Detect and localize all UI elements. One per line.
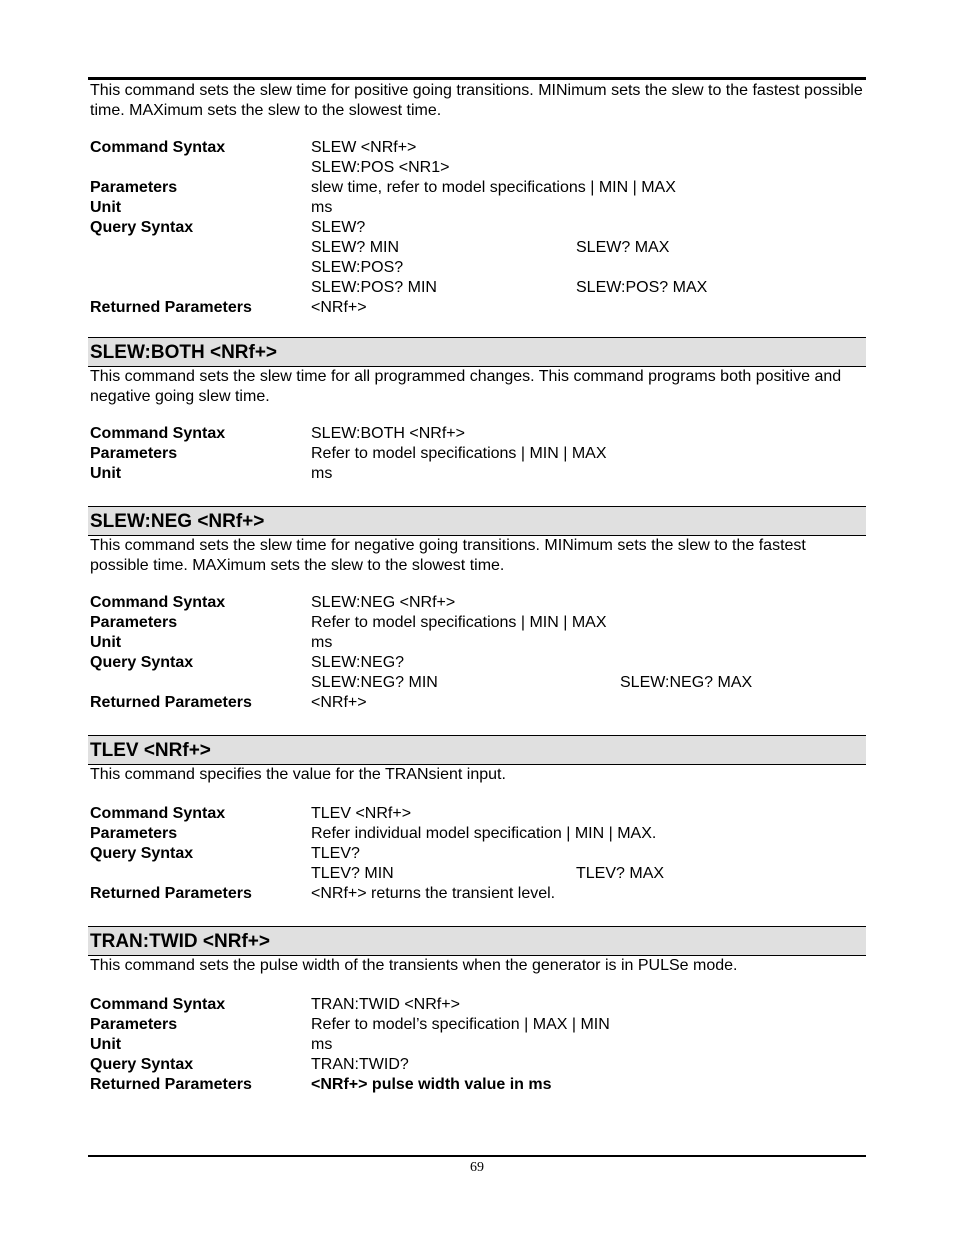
row-value: TRAN:TWID? (311, 1056, 409, 1073)
row-label: Command Syntax (90, 594, 226, 611)
row-value: SLEW:POS? (311, 259, 404, 276)
returned-parameters-row (88, 693, 866, 713)
query-syntax-row-2 (88, 673, 866, 693)
row-value: Refer to model’s specification | MAX | MIN (311, 1016, 610, 1033)
row-label: Query Syntax (90, 654, 194, 671)
document-page (88, 77, 866, 1095)
row-value: SLEW:BOTH <NRf+> (311, 425, 465, 442)
row-label: Command Syntax (90, 425, 226, 442)
row-label: Parameters (90, 445, 178, 462)
row-value: slew time, refer to model specifications | MIN | MAX (311, 179, 676, 196)
section-heading: SLEW:BOTH <NRf+> (88, 337, 866, 367)
row-value: SLEW <NRf+> (311, 139, 417, 156)
row-label: Unit (90, 634, 122, 651)
row-value: Refer to model specifications | MIN | MAX (311, 445, 607, 462)
query-syntax-row-2 (88, 864, 866, 884)
row-label: Parameters (90, 825, 178, 842)
command-syntax-row-2 (88, 158, 866, 178)
command-syntax-row (88, 804, 866, 824)
query-syntax-row-2 (88, 238, 866, 258)
row-label: Command Syntax (90, 805, 226, 822)
row-value: ms (311, 634, 333, 651)
command-syntax-row (88, 593, 866, 613)
row-value: <NRf+> (311, 694, 367, 711)
section-slew-both (88, 337, 866, 484)
parameters-row (88, 1015, 866, 1035)
row-value: TLEV? MIN (311, 865, 394, 882)
row-label: Query Syntax (90, 845, 194, 862)
section-slew-pos (88, 81, 866, 318)
row-label: Command Syntax (90, 139, 226, 156)
section-heading: SLEW:NEG <NRf+> (88, 506, 866, 536)
parameters-row (88, 613, 866, 633)
top-rule (88, 77, 866, 80)
row-label: Unit (90, 465, 122, 482)
row-value-2: SLEW:POS? MAX (576, 279, 708, 296)
row-value: TLEV <NRf+> (311, 805, 412, 822)
row-value: <NRf+> returns the transient level. (311, 885, 556, 902)
row-value: ms (311, 199, 333, 216)
row-value: SLEW:POS <NR1> (311, 159, 450, 176)
row-label: Returned Parameters (90, 299, 252, 316)
row-value-2: TLEV? MAX (576, 865, 665, 882)
section-description: This command sets the slew time for all programmed changes. This command programs both positive and negative going slew time. (90, 368, 842, 405)
row-label: Returned Parameters (90, 1076, 252, 1093)
row-value: ms (311, 1036, 333, 1053)
parameters-row (88, 178, 866, 198)
row-label: Parameters (90, 614, 178, 631)
row-value: TRAN:TWID <NRf+> (311, 996, 460, 1013)
returned-parameters-row (88, 1075, 866, 1095)
row-value-2: SLEW:NEG? MAX (620, 674, 753, 691)
section-heading: TRAN:TWID <NRf+> (88, 926, 866, 956)
returned-parameters-row (88, 884, 866, 904)
row-label: Query Syntax (90, 1056, 194, 1073)
section-description: This command sets the slew time for positive going transitions. MINimum sets the slew to the fastest possible time. MAXimum sets the slew to the slowest time. (90, 82, 863, 119)
query-syntax-row-4 (88, 278, 866, 298)
row-value: SLEW? MIN (311, 239, 400, 256)
row-value: SLEW:POS? MIN (311, 279, 437, 296)
row-label: Command Syntax (90, 996, 226, 1013)
query-syntax-row (88, 844, 866, 864)
returned-parameters-row (88, 298, 866, 318)
row-value: SLEW:NEG? (311, 654, 405, 671)
command-syntax-row (88, 424, 866, 444)
unit-row (88, 1035, 866, 1055)
row-value: ms (311, 465, 333, 482)
section-description: This command specifies the value for the TRANsient input. (90, 766, 506, 783)
row-value: TLEV? (311, 845, 360, 862)
row-value: SLEW:NEG <NRf+> (311, 594, 456, 611)
query-syntax-row (88, 653, 866, 673)
row-value: <NRf+> (311, 299, 367, 316)
section-description: This command sets the pulse width of the transients when the generator is in PULSe mode. (90, 957, 738, 974)
section-tran-twid (88, 926, 866, 1095)
row-label: Returned Parameters (90, 694, 252, 711)
row-label: Returned Parameters (90, 885, 252, 902)
query-syntax-row-3 (88, 258, 866, 278)
row-value: SLEW? (311, 219, 366, 236)
row-value: Refer individual model specification | MIN | MAX. (311, 825, 657, 842)
command-syntax-row (88, 138, 866, 158)
section-heading: TLEV <NRf+> (88, 735, 866, 765)
row-label: Parameters (90, 179, 178, 196)
command-syntax-row (88, 995, 866, 1015)
section-tlev (88, 735, 866, 904)
unit-row (88, 198, 866, 218)
row-label: Unit (90, 1036, 122, 1053)
row-label: Parameters (90, 1016, 178, 1033)
row-label: Query Syntax (90, 219, 194, 236)
row-value-2: SLEW? MAX (576, 239, 670, 256)
row-value: SLEW:NEG? MIN (311, 674, 438, 691)
query-syntax-row (88, 1055, 866, 1075)
section-slew-neg (88, 506, 866, 713)
query-syntax-row (88, 218, 866, 238)
unit-row (88, 464, 866, 484)
bottom-rule (88, 1155, 866, 1157)
page-number: 69 (470, 1160, 484, 1175)
parameters-row (88, 444, 866, 464)
row-label: Unit (90, 199, 122, 216)
row-value: Refer to model specifications | MIN | MAX (311, 614, 607, 631)
parameters-row (88, 824, 866, 844)
row-value: <NRf+> pulse width value in ms (311, 1076, 552, 1093)
section-description: This command sets the slew time for negative going transitions. MINimum sets the slew to the fastest possible time. MAXimum sets the slew to the slowest time. (90, 537, 806, 574)
unit-row (88, 633, 866, 653)
